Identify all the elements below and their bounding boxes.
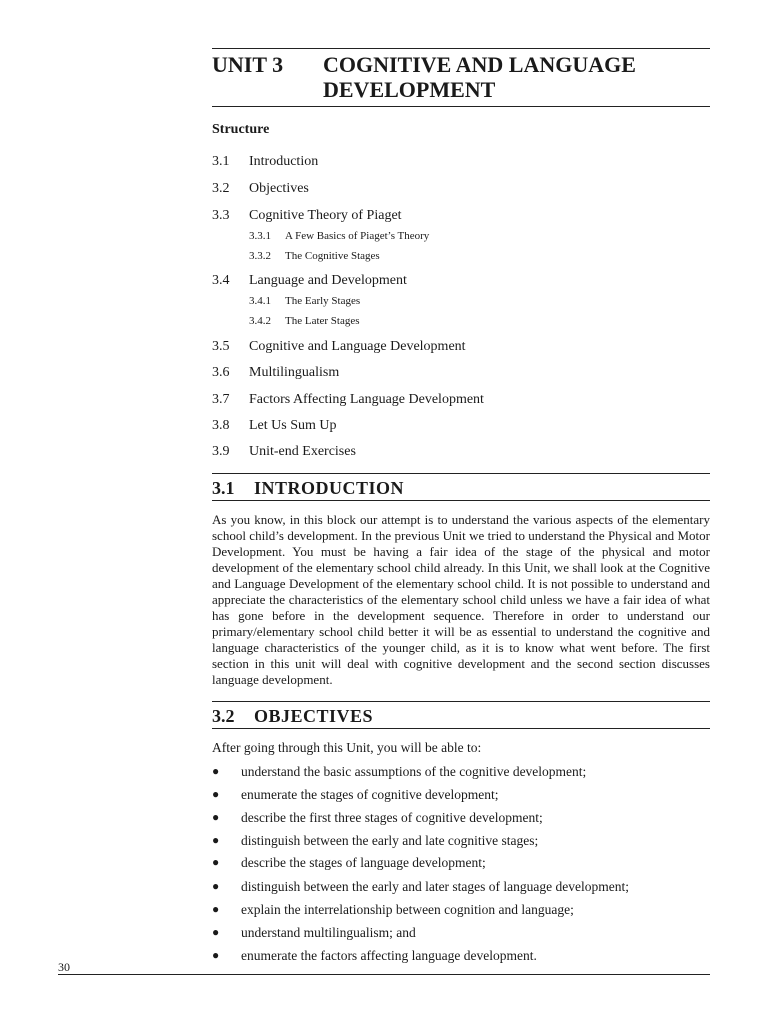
toc-number: 3.3.1 bbox=[249, 230, 271, 242]
toc-number: 3.7 bbox=[212, 392, 230, 407]
bullet-icon: ● bbox=[212, 764, 220, 778]
toc-number: 3.8 bbox=[212, 418, 230, 433]
toc-number: 3.4.1 bbox=[249, 295, 271, 307]
toc-number: 3.4 bbox=[212, 273, 230, 288]
footer-rule bbox=[58, 974, 710, 975]
bullet-icon: ● bbox=[212, 810, 220, 824]
objectives-lead: After going through this Unit, you will be able to: bbox=[212, 740, 482, 755]
toc-label: Multilingualism bbox=[249, 365, 340, 380]
bullet-icon: ● bbox=[212, 902, 220, 916]
toc-label: Factors Affecting Language Development bbox=[249, 392, 484, 407]
toc-label: The Cognitive Stages bbox=[285, 250, 380, 262]
unit-title: COGNITIVE AND LANGUAGE DEVELOPMENT bbox=[323, 52, 636, 102]
list-item-text: understand the basic assumptions of the cognitive development; bbox=[241, 764, 587, 779]
section-bottom-rule bbox=[212, 728, 710, 729]
toc-label: Let Us Sum Up bbox=[249, 418, 337, 433]
page-number: 30 bbox=[58, 960, 70, 974]
toc-number: 3.1 bbox=[212, 154, 230, 169]
unit-label: UNIT 3 bbox=[212, 52, 284, 77]
bullet-icon: ● bbox=[212, 833, 220, 847]
section-title: OBJECTIVES bbox=[254, 706, 374, 726]
header-top-rule bbox=[212, 48, 710, 49]
bullet-icon: ● bbox=[212, 925, 220, 939]
toc-label: A Few Basics of Piaget’s Theory bbox=[285, 230, 430, 242]
toc-number: 3.9 bbox=[212, 444, 230, 459]
list-item-text: explain the interrelationship between cognition and language; bbox=[241, 902, 574, 917]
list-item-text: enumerate the factors affecting language development. bbox=[241, 948, 537, 963]
section-title: INTRODUCTION bbox=[254, 478, 405, 498]
list-item-text: distinguish between the early and later stages of language development; bbox=[241, 879, 629, 894]
toc-label: The Early Stages bbox=[285, 295, 361, 307]
toc-label: Cognitive and Language Development bbox=[249, 339, 466, 354]
bullet-icon: ● bbox=[212, 879, 220, 893]
toc-number: 3.5 bbox=[212, 339, 230, 354]
toc-label: Objectives bbox=[249, 181, 309, 196]
toc-number: 3.4.2 bbox=[249, 315, 271, 327]
section-number: 3.1 bbox=[212, 478, 235, 498]
bullet-icon: ● bbox=[212, 855, 220, 869]
toc-number: 3.3.2 bbox=[249, 250, 271, 262]
bullet-icon: ● bbox=[212, 948, 220, 962]
list-item-text: describe the first three stages of cognitive development; bbox=[241, 810, 543, 825]
toc-number: 3.6 bbox=[212, 365, 230, 380]
introduction-paragraph: As you know, in this block our attempt is to understand the various aspects of the elementary school child’s development. In the previous Unit we tried to understand the Physical and Motor Development. You must be having a fair idea of the stage of the physical and motor development of the elementary school child already. In this Unit, we shall look at the Cognitive and Language Development of the elementary school child. It is not possible to understand and appreciate the characteristics of the elementary school child unless we have a fair idea of what has gone before in the development sequence. Therefore in order to understand our primary/elementary school child better it will be as essential to understand the cognitive and language characteristics of the younger child, as it is to know what went before. The first section in this unit will deal with cognitive development and the second section discusses language development. bbox=[212, 512, 710, 687]
section-top-rule bbox=[212, 701, 710, 702]
list-item-text: understand multilingualism; and bbox=[241, 925, 416, 940]
toc-label: Unit-end Exercises bbox=[249, 444, 356, 459]
toc-number: 3.3 bbox=[212, 208, 230, 223]
section-top-rule bbox=[212, 473, 710, 474]
section-bottom-rule bbox=[212, 500, 710, 501]
header-bottom-rule bbox=[212, 106, 710, 107]
structure-label: Structure bbox=[212, 122, 270, 137]
list-item-text: distinguish between the early and late cognitive stages; bbox=[241, 833, 539, 848]
toc-label: Language and Development bbox=[249, 273, 407, 288]
bullet-icon: ● bbox=[212, 787, 220, 801]
list-item-text: describe the stages of language development; bbox=[241, 855, 486, 870]
toc-label: Cognitive Theory of Piaget bbox=[249, 208, 402, 223]
section-number: 3.2 bbox=[212, 706, 235, 726]
toc-label: Introduction bbox=[249, 154, 319, 169]
toc-number: 3.2 bbox=[212, 181, 230, 196]
toc-label: The Later Stages bbox=[285, 315, 360, 327]
list-item-text: enumerate the stages of cognitive development; bbox=[241, 787, 499, 802]
